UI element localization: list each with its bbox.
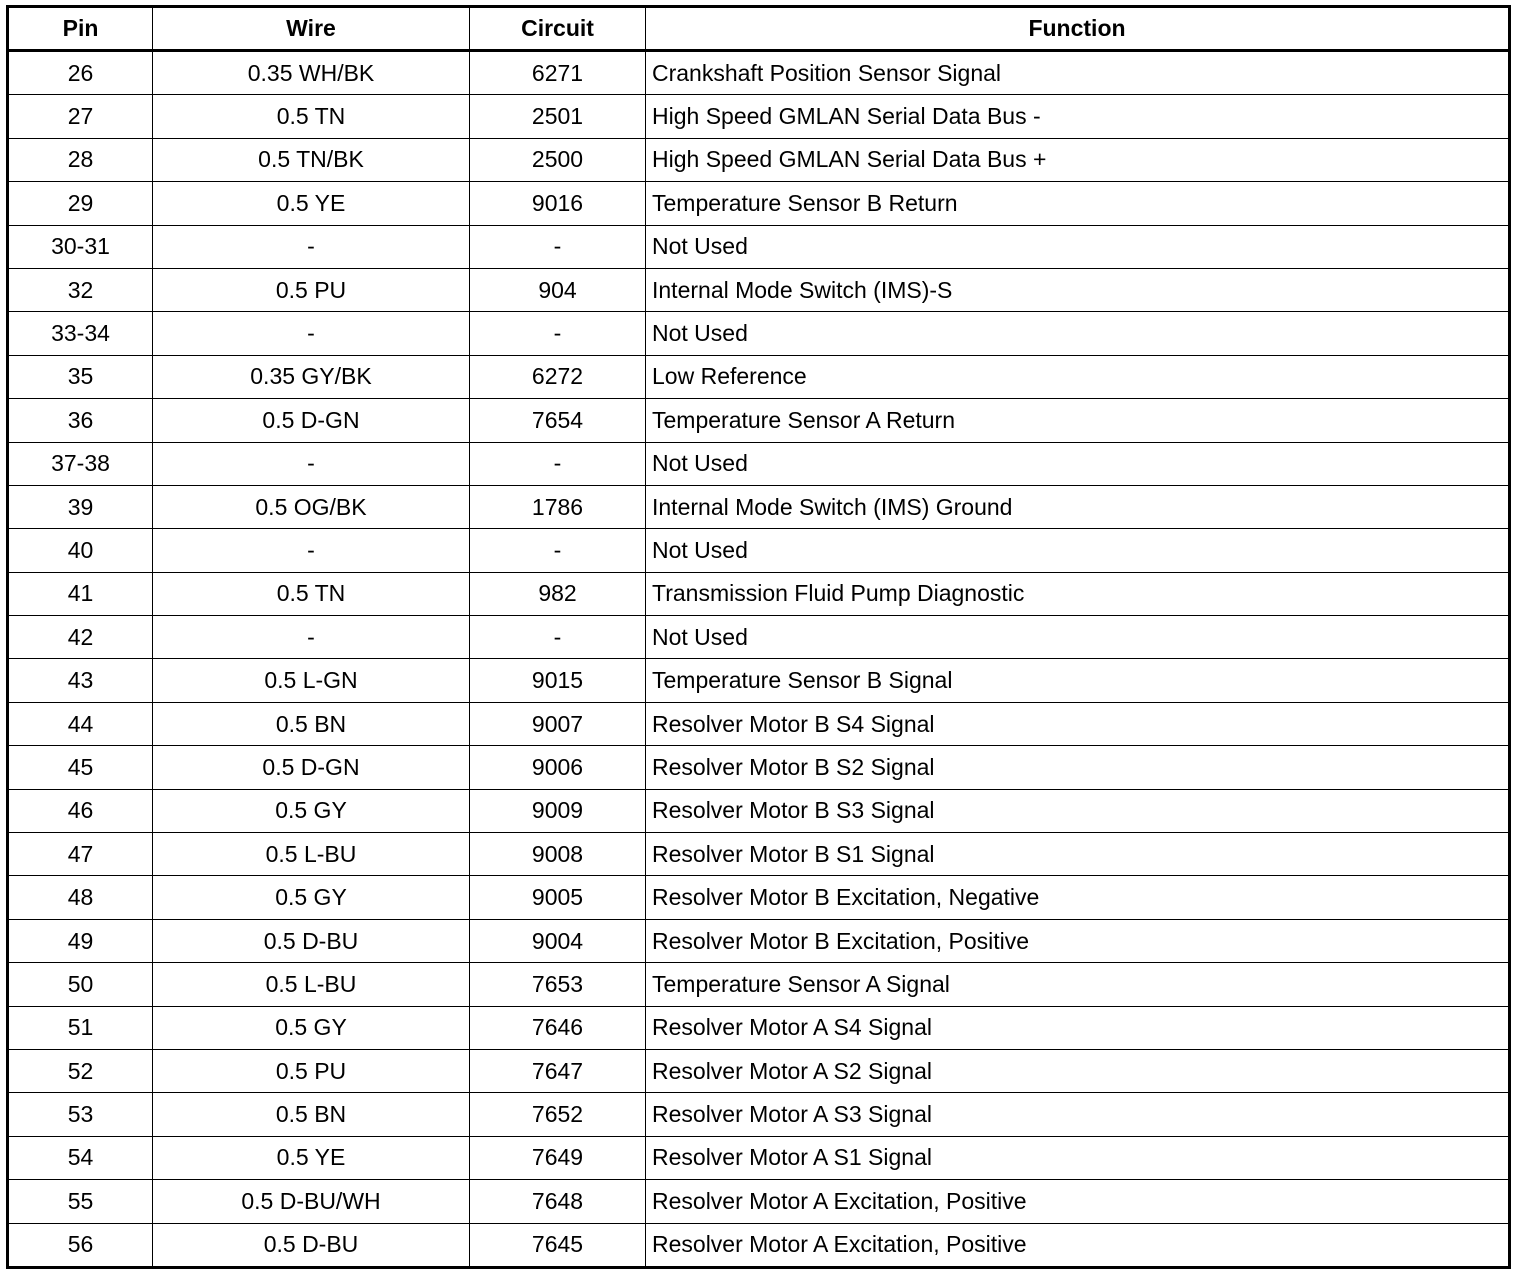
circuit-cell: 9009 (470, 789, 646, 832)
pin-cell: 26 (8, 51, 153, 95)
table-row (8, 225, 1510, 268)
pin-cell: 51 (8, 1006, 153, 1049)
function-cell: Not Used (646, 442, 1510, 485)
table-row (8, 485, 1510, 528)
circuit-cell: 9004 (470, 919, 646, 962)
pin-cell: 44 (8, 702, 153, 745)
function-cell: Resolver Motor A S1 Signal (646, 1136, 1510, 1179)
pin-cell: 49 (8, 919, 153, 962)
wire-cell: 0.5 TN (153, 572, 470, 615)
function-cell: Temperature Sensor A Return (646, 399, 1510, 442)
wire-cell: 0.5 PU (153, 1049, 470, 1092)
wire-cell: 0.5 GY (153, 876, 470, 919)
table-row (8, 1049, 1510, 1092)
function-cell: Temperature Sensor A Signal (646, 963, 1510, 1006)
table-row (8, 1180, 1510, 1223)
pin-cell: 56 (8, 1223, 153, 1267)
function-cell: Resolver Motor B Excitation, Positive (646, 919, 1510, 962)
pin-cell: 27 (8, 95, 153, 138)
circuit-cell: 9007 (470, 702, 646, 745)
table-row (8, 355, 1510, 398)
pin-cell: 53 (8, 1093, 153, 1136)
table-body (8, 51, 1510, 1268)
pin-cell: 48 (8, 876, 153, 919)
table-row (8, 876, 1510, 919)
pin-cell: 52 (8, 1049, 153, 1092)
function-cell: Temperature Sensor B Signal (646, 659, 1510, 702)
pin-cell: 35 (8, 355, 153, 398)
function-cell: Low Reference (646, 355, 1510, 398)
circuit-cell: 7645 (470, 1223, 646, 1267)
function-cell: Not Used (646, 225, 1510, 268)
pin-cell: 39 (8, 485, 153, 528)
circuit-cell: 7647 (470, 1049, 646, 1092)
wire-cell: 0.5 YE (153, 1136, 470, 1179)
circuit-cell: 6272 (470, 355, 646, 398)
table-row (8, 268, 1510, 311)
wire-cell: 0.5 OG/BK (153, 485, 470, 528)
wire-cell: 0.35 WH/BK (153, 51, 470, 95)
table-row (8, 138, 1510, 181)
circuit-cell: 7653 (470, 963, 646, 1006)
function-cell: Resolver Motor A Excitation, Positive (646, 1180, 1510, 1223)
wire-cell: 0.5 GY (153, 789, 470, 832)
table-row (8, 1093, 1510, 1136)
table-row (8, 789, 1510, 832)
table-row (8, 399, 1510, 442)
function-cell: Transmission Fluid Pump Diagnostic (646, 572, 1510, 615)
header-wire: Wire (153, 7, 470, 51)
circuit-cell: - (470, 616, 646, 659)
table-row (8, 963, 1510, 1006)
function-cell: Resolver Motor A S3 Signal (646, 1093, 1510, 1136)
pin-cell: 54 (8, 1136, 153, 1179)
wire-cell: 0.5 D-BU (153, 919, 470, 962)
function-cell: Internal Mode Switch (IMS)-S (646, 268, 1510, 311)
function-cell: Resolver Motor B S1 Signal (646, 833, 1510, 876)
table-row (8, 702, 1510, 745)
pin-cell: 55 (8, 1180, 153, 1223)
table-row (8, 1223, 1510, 1267)
function-cell: Crankshaft Position Sensor Signal (646, 51, 1510, 95)
wire-cell: 0.5 BN (153, 702, 470, 745)
wire-cell: - (153, 616, 470, 659)
circuit-cell: 9005 (470, 876, 646, 919)
pin-cell: 29 (8, 182, 153, 225)
wire-cell: 0.5 L-BU (153, 833, 470, 876)
pin-cell: 43 (8, 659, 153, 702)
table-row (8, 182, 1510, 225)
pin-cell: 36 (8, 399, 153, 442)
function-cell: Resolver Motor A S2 Signal (646, 1049, 1510, 1092)
table-row (8, 1006, 1510, 1049)
circuit-cell: - (470, 442, 646, 485)
wire-cell: 0.5 D-GN (153, 399, 470, 442)
circuit-cell: 2500 (470, 138, 646, 181)
pin-cell: 33-34 (8, 312, 153, 355)
pin-cell: 46 (8, 789, 153, 832)
table-header-row (8, 7, 1510, 51)
wire-cell: 0.5 D-BU/WH (153, 1180, 470, 1223)
function-cell: Resolver Motor B Excitation, Negative (646, 876, 1510, 919)
function-cell: High Speed GMLAN Serial Data Bus - (646, 95, 1510, 138)
wire-cell: - (153, 225, 470, 268)
wire-cell: 0.5 TN (153, 95, 470, 138)
circuit-cell: 7646 (470, 1006, 646, 1049)
pin-cell: 50 (8, 963, 153, 1006)
function-cell: Not Used (646, 616, 1510, 659)
table-row (8, 1136, 1510, 1179)
pin-cell: 40 (8, 529, 153, 572)
table-row (8, 529, 1510, 572)
table-row (8, 51, 1510, 95)
table-row (8, 919, 1510, 962)
header-function: Function (646, 7, 1510, 51)
circuit-cell: - (470, 225, 646, 268)
wire-cell: - (153, 312, 470, 355)
wire-cell: 0.5 L-GN (153, 659, 470, 702)
function-cell: Resolver Motor B S4 Signal (646, 702, 1510, 745)
function-cell: Not Used (646, 312, 1510, 355)
table-row (8, 442, 1510, 485)
table-row (8, 746, 1510, 789)
pin-cell: 42 (8, 616, 153, 659)
wire-cell: - (153, 529, 470, 572)
circuit-cell: 9006 (470, 746, 646, 789)
circuit-cell: 1786 (470, 485, 646, 528)
pin-cell: 47 (8, 833, 153, 876)
circuit-cell: 7648 (470, 1180, 646, 1223)
wire-cell: 0.5 L-BU (153, 963, 470, 1006)
table-row (8, 659, 1510, 702)
circuit-cell: 9015 (470, 659, 646, 702)
function-cell: Not Used (646, 529, 1510, 572)
wire-cell: - (153, 442, 470, 485)
function-cell: Resolver Motor A Excitation, Positive (646, 1223, 1510, 1267)
pin-cell: 45 (8, 746, 153, 789)
circuit-cell: 904 (470, 268, 646, 311)
circuit-cell: 7654 (470, 399, 646, 442)
pin-cell: 41 (8, 572, 153, 615)
function-cell: Resolver Motor B S2 Signal (646, 746, 1510, 789)
header-pin: Pin (8, 7, 153, 51)
wire-cell: 0.5 D-GN (153, 746, 470, 789)
circuit-cell: 982 (470, 572, 646, 615)
wire-cell: 0.5 BN (153, 1093, 470, 1136)
connector-pinout-table (6, 5, 1511, 1269)
circuit-cell: - (470, 529, 646, 572)
circuit-cell: 7652 (470, 1093, 646, 1136)
wire-cell: 0.5 GY (153, 1006, 470, 1049)
table-row (8, 95, 1510, 138)
table-row (8, 572, 1510, 615)
header-circuit: Circuit (470, 7, 646, 51)
table-row (8, 833, 1510, 876)
pin-cell: 32 (8, 268, 153, 311)
circuit-cell: 9008 (470, 833, 646, 876)
circuit-cell: 7649 (470, 1136, 646, 1179)
circuit-cell: - (470, 312, 646, 355)
function-cell: Internal Mode Switch (IMS) Ground (646, 485, 1510, 528)
wire-cell: 0.35 GY/BK (153, 355, 470, 398)
function-cell: Resolver Motor B S3 Signal (646, 789, 1510, 832)
function-cell: High Speed GMLAN Serial Data Bus + (646, 138, 1510, 181)
wire-cell: 0.5 PU (153, 268, 470, 311)
table-row (8, 312, 1510, 355)
wire-cell: 0.5 YE (153, 182, 470, 225)
wire-cell: 0.5 TN/BK (153, 138, 470, 181)
pin-cell: 37-38 (8, 442, 153, 485)
table-row (8, 616, 1510, 659)
circuit-cell: 2501 (470, 95, 646, 138)
circuit-cell: 6271 (470, 51, 646, 95)
function-cell: Temperature Sensor B Return (646, 182, 1510, 225)
wire-cell: 0.5 D-BU (153, 1223, 470, 1267)
function-cell: Resolver Motor A S4 Signal (646, 1006, 1510, 1049)
pin-cell: 30-31 (8, 225, 153, 268)
pin-cell: 28 (8, 138, 153, 181)
circuit-cell: 9016 (470, 182, 646, 225)
